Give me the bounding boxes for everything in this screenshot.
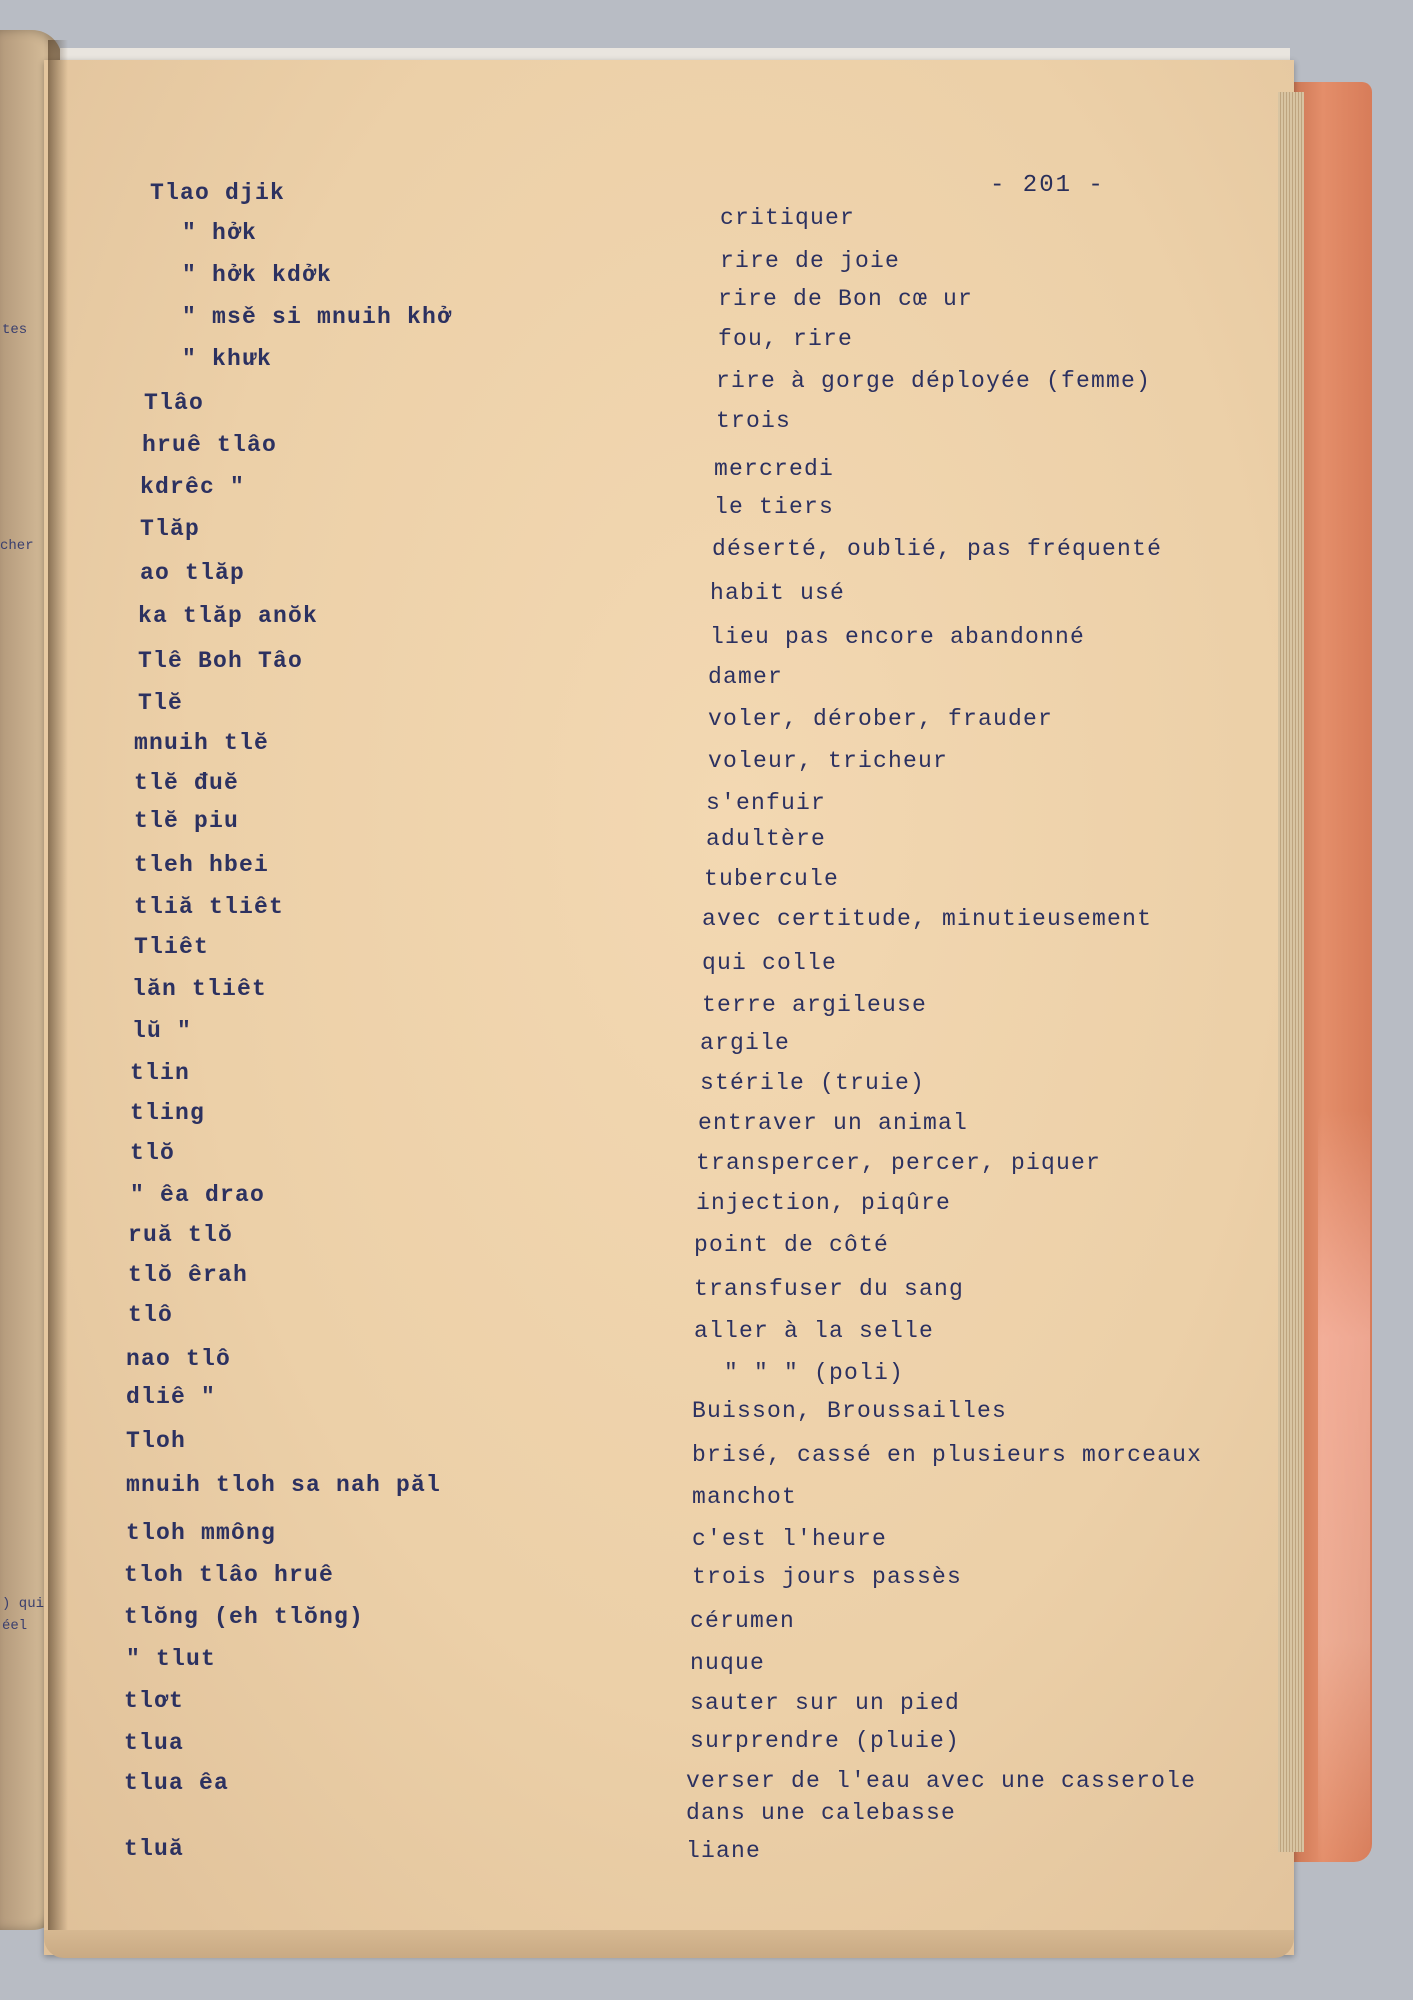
entry-definition: adultère <box>706 826 827 852</box>
entry-definition: aller à la selle <box>694 1318 935 1344</box>
entry-term: " tlut <box>126 1646 217 1672</box>
entry-definition: transpercer, percer, piquer <box>696 1150 1102 1176</box>
entry-definition: rire à gorge déployée (femme) <box>716 368 1152 394</box>
entry-term: tlŏ <box>130 1140 176 1166</box>
entry-term: ruă tlŏ <box>128 1222 234 1248</box>
entry-definition: stérile (truie) <box>700 1070 926 1096</box>
entry-term: Tliêt <box>134 934 210 960</box>
entry-term: tloh mmông <box>126 1520 277 1546</box>
entry-term: tleh hbei <box>134 852 270 878</box>
entry-definition: trois jours passès <box>692 1564 963 1590</box>
entry-term: Tloh <box>126 1428 187 1454</box>
entry-definition: " " " (poli) <box>724 1360 905 1386</box>
entry-term: " hởk kdởk <box>182 262 333 288</box>
page-number: - 201 - <box>990 172 1105 199</box>
left-page-fragment: tes <box>2 322 28 338</box>
entry-definition: mercredi <box>714 456 835 482</box>
entry-definition: trois <box>716 408 792 434</box>
entry-definition: liane <box>686 1838 762 1864</box>
entry-definition: critiquer <box>720 205 856 231</box>
entry-definition: qui colle <box>702 950 838 976</box>
entry-term: tlŏng (eh tlŏng) <box>124 1604 365 1630</box>
entry-term: ka tlăp anŏk <box>138 603 319 629</box>
entry-term: " msě si mnuih khở <box>182 304 453 330</box>
entry-definition: c'est l'heure <box>692 1526 888 1552</box>
entry-term: " êa drao <box>130 1182 266 1208</box>
entry-term: kdrêc " <box>140 474 246 500</box>
page-bottom-curl <box>44 1930 1294 1958</box>
entry-definition: manchot <box>692 1484 798 1510</box>
entry-term: nao tlô <box>126 1346 232 1372</box>
document-page <box>44 60 1294 1955</box>
entry-term: mnuih tlĕ <box>134 730 270 756</box>
entry-definition: brisé, cassé en plusieurs morceaux <box>692 1442 1203 1468</box>
plastic-sleeve-sheen <box>1318 1110 1370 1870</box>
entry-term: tlĕ piu <box>134 808 240 834</box>
entry-term: " hởk <box>182 220 258 246</box>
entry-definition: lieu pas encore abandonné <box>710 624 1086 650</box>
entry-definition: voler, dérober, frauder <box>708 706 1054 732</box>
entry-definition: rire de joie <box>720 248 901 274</box>
entry-definition: argile <box>700 1030 791 1056</box>
entry-definition: déserté, oublié, pas fréquenté <box>712 536 1163 562</box>
entry-term: " khưk <box>182 346 273 372</box>
entry-term: tling <box>130 1100 206 1126</box>
entry-definition: damer <box>708 664 784 690</box>
entry-term: Tlao djik <box>150 180 286 206</box>
page-stack-edges <box>1278 92 1304 1852</box>
entry-definition: transfuser du sang <box>694 1276 965 1302</box>
entry-definition: sauter sur un pied <box>690 1690 961 1716</box>
entry-definition: verser de l'eau avec une casserole <box>686 1768 1197 1794</box>
entry-term: dliê " <box>126 1384 217 1410</box>
entry-term: tloh tlâo hruê <box>124 1562 335 1588</box>
entry-term: ao tlăp <box>140 560 246 586</box>
entry-term: lăn tliêt <box>132 976 268 1002</box>
entry-definition: Buisson, Broussailles <box>692 1398 1008 1424</box>
entry-term: lŭ " <box>132 1018 193 1044</box>
left-page-fragment: cher <box>0 538 34 554</box>
entry-term: hruê tlâo <box>142 432 278 458</box>
entry-definition: rire de Bon cœ ur <box>718 286 974 312</box>
entry-term: Tlê Boh Tâo <box>138 648 304 674</box>
entry-definition: habit usé <box>710 580 846 606</box>
entry-definition: point de côté <box>694 1232 890 1258</box>
entry-term: Tlăp <box>140 516 201 542</box>
entry-term: tluă <box>124 1836 185 1862</box>
entry-term: tliă tliêt <box>134 894 285 920</box>
entry-definition: entraver un animal <box>698 1110 969 1136</box>
entry-definition: fou, rire <box>718 326 854 352</box>
entry-term: tlin <box>130 1060 191 1086</box>
entry-term: Tlĕ <box>138 690 184 716</box>
entry-term: tlô <box>128 1302 174 1328</box>
entry-term: tlua êa <box>124 1770 230 1796</box>
entry-term: tlơt <box>124 1688 185 1714</box>
left-page-fragment: ) qui <box>2 1596 45 1612</box>
entry-term: Tlâo <box>144 390 205 416</box>
entry-definition: le tiers <box>714 494 835 520</box>
entry-definition: cérumen <box>690 1608 796 1634</box>
entry-definition: voleur, tricheur <box>708 748 949 774</box>
entry-definition: surprendre (pluie) <box>690 1728 961 1754</box>
spine-shadow <box>48 40 68 1930</box>
entry-term: tlua <box>124 1730 185 1756</box>
entry-term: mnuih tloh sa nah păl <box>126 1472 442 1498</box>
entry-definition: s'enfuir <box>706 790 827 816</box>
entry-definition: dans une calebasse <box>686 1800 957 1826</box>
entry-term: tlĕ đuĕ <box>134 770 240 796</box>
entry-definition: avec certitude, minutieusement <box>702 906 1153 932</box>
entry-definition: injection, piqûre <box>696 1190 952 1216</box>
entry-term: tlŏ êrah <box>128 1262 249 1288</box>
entry-definition: nuque <box>690 1650 766 1676</box>
entry-definition: terre argileuse <box>702 992 928 1018</box>
entry-definition: tubercule <box>704 866 840 892</box>
left-page-fragment: éel <box>2 1618 28 1634</box>
